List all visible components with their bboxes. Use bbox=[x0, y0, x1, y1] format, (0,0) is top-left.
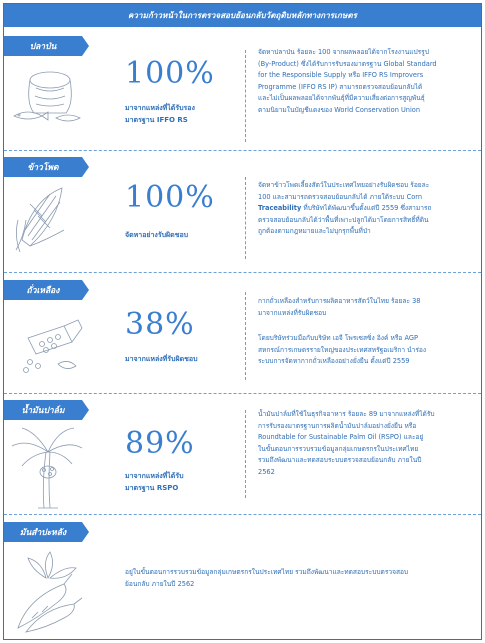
cassava-description: อยู่ในขั้นตอนการรวบรวมข้อมูลกลุ่มเกษตรกรในประเทศไทย รวมถึงพัฒนาและทดสอบระบบตรวจสอบ ย้อนกลับ ภายในปี 2562 bbox=[125, 568, 409, 588]
corn-illustration bbox=[12, 180, 82, 256]
section-divider bbox=[4, 150, 481, 151]
tab-soybean: ถั่วเหลือง bbox=[4, 280, 82, 300]
fishmeal-description: จัดหาปลาป่น ร้อยละ 100 จากผลพลอยได้จากโรงงานแปรรูป (By-Product) ซึ่งได้รับการรับรองมาตรฐาน Global Standard for the Responsible Supply หรือ IFFO RS Improvers Programme (IFFO RS IP) สามารถตรวจสอบย้อนกลับได้ และไม่เป็นผลพลอยได้จากพันธุ์ที่มีความเสี่ยงต่อการสูญพันธุ์ ตามนิยามในบัญชีแดงของ World Conservation Union bbox=[258, 48, 437, 114]
section-divider bbox=[4, 272, 481, 273]
soybean-caption: มาจากแหล่งที่รับผิดชอบ bbox=[125, 355, 198, 363]
corn-caption: จัดหาอย่างรับผิดชอบ bbox=[125, 231, 189, 239]
section-divider bbox=[4, 393, 481, 394]
palm-oil-description: น้ำมันปาล์มที่ใช้ในธุรกิจอาหาร ร้อยละ 89 มาจากแหล่งที่ได้รับ การรับรองมาตรฐานการผลิตน้ำมันปาล์มอย่างยั่งยืน หรือ Roundtable for Sustainable Palm Oil (RSPO) และอยู่ ในขั้นตอนการรวบรวมข้อมูลกลุ่มเกษตรกรในประเทศไทย รวมถึงพัฒนาและทดสอบระบบตรวจสอบย้อนกลับ ภายในปี 2562 bbox=[258, 410, 435, 476]
fishmeal-caption-line2: มาตรฐาน IFFO RS bbox=[125, 116, 188, 124]
fishmeal-vertical-divider bbox=[245, 50, 246, 142]
corn-vertical-divider bbox=[245, 177, 246, 259]
fishmeal-sack-illustration bbox=[8, 58, 86, 128]
corn-percent: 100% bbox=[125, 180, 215, 215]
soybean-vertical-divider bbox=[245, 292, 246, 380]
soybean-percent: 38% bbox=[125, 307, 195, 342]
palm-oil-percent: 89% bbox=[125, 426, 195, 461]
fishmeal-caption-line1: มาจากแหล่งที่ได้รับรอง bbox=[125, 104, 195, 112]
palm-oil-caption-line2: มาตรฐาน RSPO bbox=[125, 484, 179, 492]
palm-oil-vertical-divider bbox=[245, 410, 246, 498]
tab-corn: ข้าวโพด bbox=[4, 157, 82, 177]
tab-cassava: มันสำปะหลัง bbox=[4, 522, 82, 542]
soybean-description-part1: กากถั่วเหลืองสำหรับการผลิตอาหารสัตว์ในไทย ร้อยละ 38 มาจากแหล่งที่รับผิดชอบ bbox=[258, 297, 421, 317]
section-divider bbox=[4, 514, 481, 515]
palm-tree-illustration bbox=[8, 422, 86, 512]
corn-description: จัดหาข้าวโพดเลี้ยงสัตว์ในประเทศไทยอย่างรับผิดชอบ ร้อยละ 100 และสามารถตรวจสอบย้อนกลับได้ ภายใต้ระบบ Corn Traceability ที่บริษัทได้พัฒนาขึ้นตั้งแต่ปี 2559 ซึ่งสามารถ ตรวจสอบย้อนกลับได้ว่าพื้นที่เพาะปลูกได้มาโดยการสิทธิ์ที่ดิน ถูกต้องตามกฎหมายและไม่บุกรุกพื้นที่ป่า bbox=[258, 181, 432, 235]
fishmeal-percent: 100% bbox=[125, 56, 215, 91]
tab-palm-oil: น้ำมันปาล์ม bbox=[4, 400, 82, 420]
palm-oil-caption-line1: มาจากแหล่งที่ได้รับ bbox=[125, 472, 184, 480]
soybean-scoop-illustration bbox=[8, 308, 86, 380]
page-title: ความก้าวหน้าในการตรวจสอบย้อนกลับวัตถุดิบหลักทางการเกษตร bbox=[4, 4, 481, 27]
soybean-description-part2: โดยบริษัทร่วมมือกับบริษัท เอจี โพรเซสซิ่ง อิงค์ หรือ AGP สหกรณ์การเกษตรรายใหญ่ของประเทศสหรัฐอเมริกา นำร่อง ระบบการจัดหากากถั่วเหลืองอย่างยั่งยืน ตั้งแต่ปี 2559 bbox=[258, 334, 427, 365]
tab-fishmeal: ปลาป่น bbox=[4, 36, 82, 56]
cassava-illustration bbox=[8, 548, 88, 636]
